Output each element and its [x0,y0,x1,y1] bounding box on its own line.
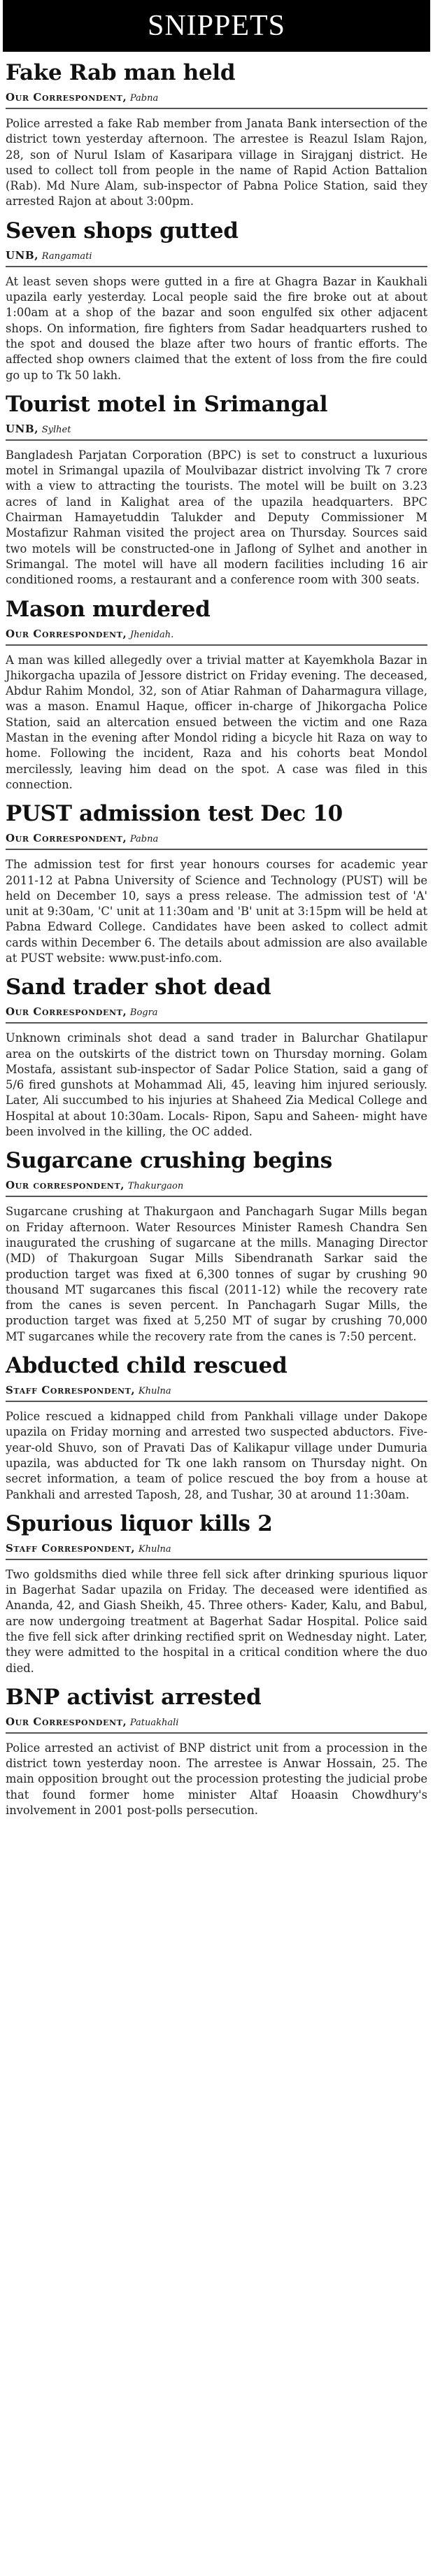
story-headline: Sugarcane crushing begins [6,1148,332,1174]
byline-author: Our correspondent [6,1179,121,1192]
story-byline [6,1541,427,1560]
story-body: Bangladesh Parjatan Corporation (BPC) is set to construct a luxurious motel in Srimangal upazila of Moulvibazar district involving Tk 7 crore with a view to attracting the tourists. The motel will be built on 3.23 acres of land in Kalighat area of the upazila headquarters. BPC Chairman Hamayetuddin Talukder and Deputy Commissioner M Mostafizur Rahman visited the project area on Thursday. Sources said two motels will be constructed-one in Jaflong of Sylhet and another in Srimangal. The motel will have all modern facilities including 16 air conditioned rooms, a restaurant and a conference room with 300 seats. [6,448,427,587]
byline-location: Sylhet [41,424,71,435]
byline-location: Khulna [138,1543,171,1555]
byline-author: Staff Correspondent [6,1541,132,1555]
story-headline: Sand trader shot dead [6,975,271,1000]
byline-author: Our Correspondent [6,91,123,104]
story-headline: Mason murdered [6,596,211,622]
story-pust-admission-test [3,800,430,966]
story-byline [6,90,427,109]
story-headline: BNP activist arrested [6,1684,262,1710]
byline-author: Staff Correspondent [6,1384,132,1397]
story-byline [6,1177,427,1197]
story-body: The admission test for first year honours courses for academic year 2011-12 at Pabna University of Science and Technology (PUST) will be held on December 10, says a press release. The admission test of 'A' unit at 9:30am, 'C' unit at 11:30am and 'B' unit at 3:15pm will be held at Pabna Edward College. Candidates have been asked to collect admit cards within December 6. The details about admission are also available at PUST website: www.pust-info.com. [6,858,427,965]
byline-separator: , [34,248,42,262]
story-body: A man was killed allegedly over a trivial matter at Kayemkhola Bazar in Jhikorgacha upazila of Jessore district on Friday evening. The deceased, Abdur Rahim Mondol, 32, son of Atiar Rahman of Daharmagura village, was a mason. Enamul Haque, officer in-charge of Jhikorgacha Police Station, said an altercation ensued between the victim and one Raza Mastan in the evening after Mondol riding a bicycle hit Raza on way to home. Following the incident, Raza and his cohorts beat Mondol mercilessly, leaving him dead on the spot. A case was filed in this connection. [6,653,427,791]
story-spurious-liquor [3,1510,430,1676]
story-byline [6,421,427,441]
byline-location: Rangamati [41,250,92,262]
story-mason-murdered [3,595,430,793]
story-headline: Abducted child rescued [6,1353,288,1379]
story-byline [6,1004,427,1024]
story-body: Police arrested an activist of BNP district unit from a procession in the district town yesterday noon. The arrestee is Anwar Hossain, 25. The main opposition brought out the procession protesting the judicial probe that found former home minister Altaf Hoaasin Chowdhury's involvement in 2001 post-polls persecution. [6,1741,427,1818]
story-body: Sugarcane crushing at Thakurgaon and Panchagarh Sugar Mills began on Friday afternoon. Water Resources Minister Ramesh Chandra Sen inaugurated the crushing of sugarcane at the mills. Managing Director (MD) of Thakurgoan Sugar Mills Sibendranath Sarkar said the production target was fixed at 6,300 tonnes of sugar by crushing 90 thousand MT sugarcanes this fiscal (2011-12) while the recovery rate from the canes is seven percent. In Panchagarh Sugar Mills, the production target was fixed at 5,250 MT of sugar by crushing 70,000 MT sugarcanes while the recovery rate from the canes is 7:50 percent. [6,1205,427,1343]
byline-separator: , [131,1541,139,1555]
story-body: At least seven shops were gutted in a fire at Ghagra Bazar in Kaukhali upazila early yesterday. Local people said the fire broke out at about 1:00am at a shop of the bazar and soon engulfed six other adjacent shops. On information, fire fighters from Sadar headquarters rushed to the spot and doused the blaze after two hours of frantic efforts. The affected shop owners claimed that the extent of loss from the fire could go up to Tk 50 lakh. [6,274,427,382]
byline-separator: , [122,91,130,104]
story-headline: PUST admission test Dec 10 [6,801,343,827]
story-abducted-child-rescued [3,1352,430,1503]
story-bnp-activist-arrested [3,1683,430,1818]
section-title: SNIPPETS [147,10,286,42]
byline-separator: , [122,627,130,640]
story-headline: Tourist motel in Srimangal [6,391,328,417]
byline-location: Pabna [129,834,159,845]
story-headline: Fake Rab man held [6,60,236,85]
story-byline [6,1382,427,1402]
story-sugarcane-crushing [3,1147,430,1345]
byline-separator: , [122,1715,130,1728]
story-body: Unknown criminals shot dead a sand trader in Balurchar Ghatilapur area on the outskirts of the district town on Thursday morning. Golam Mostafa, assistant sub-inspector of Sadar Police Station, said a gang of 5/6 fired gunshots at Mohammad Ali, 45, leaving him injured seriously. Later, Ali succumbed to his injuries at Shaheed Zia Medical College and Hospital at about 10:30am. Locals- Ripon, Sapu and Saheen- might have been involved in the killing, the OC added. [6,1031,427,1139]
byline-location: Pabna [129,93,159,104]
byline-separator: , [120,1179,128,1192]
story-byline [6,626,427,646]
byline-author: UNB [6,248,35,262]
byline-location: Thakurgaon [127,1181,184,1192]
byline-author: Our Correspondent [6,627,123,640]
byline-location: Khulna [138,1386,171,1397]
story-headline: Spurious liquor kills 2 [6,1510,273,1536]
byline-author: UNB [6,422,35,435]
section-banner [3,0,430,52]
byline-author: Our Correspondent [6,1005,123,1019]
story-body: Police rescued a kidnapped child from Pankhali village under Dakope upazila on Friday morning and arrested two suspected abductors. Five-year-old Shuvo, son of Pravati Das of Kalikapur village under Dumuria upazila, was abducted for Tk one lakh ransom on Thursday night. On secret information, a team of police rescued the boy from a house at Pankhali and arrested Taposh, 28, and Tushar, 30 at around 11:30am. [6,1410,427,1501]
story-tourist-motel [3,390,430,588]
story-seven-shops-gutted [3,217,430,383]
story-headline: Seven shops gutted [6,218,239,243]
story-byline [6,1714,427,1734]
byline-author: Our Correspondent [6,832,123,845]
byline-location: Patuakhali [129,1717,179,1728]
story-body: Police arrested a fake Rab member from Janata Bank intersection of the district town yesterday afternoon. The arrestee is Reazul Islam Rajon, 28, son of Nurul Islam of Kasaripara village in Sirajganj district. He used to collect toll from people in the name of Rapid Action Battalion (Rab). Md Nure Alam, sub-inspector of Pabna Police Station, said they arrested Rajon at about 3:00pm. [6,117,427,208]
byline-separator: , [122,832,130,845]
byline-location: Jhenidah. [129,629,174,640]
story-body: Two goldsmiths died while three fell sick after drinking spurious liquor in Bagerhat Sadar upazila on Friday. The deceased were identified as Ananda, 42, and Giash Sheikh, 45. Three others- Kader, Kalu, and Babul, are now undergoing treatment at Bagerhat Sadar Hospital. Police said the five fell sick after drinking rectified sprit on Wednesday night. Later, they were admitted to the hospital in a critical condition where the duo died. [6,1567,427,1675]
byline-separator: , [131,1384,139,1397]
story-sand-trader-shot-dead [3,973,430,1140]
byline-separator: , [34,422,42,435]
story-fake-rab-man-held [3,59,430,210]
story-byline [6,248,427,267]
story-byline [6,830,427,850]
byline-separator: , [122,1005,130,1019]
byline-location: Bogra [129,1007,158,1019]
byline-author: Our Correspondent [6,1715,123,1728]
